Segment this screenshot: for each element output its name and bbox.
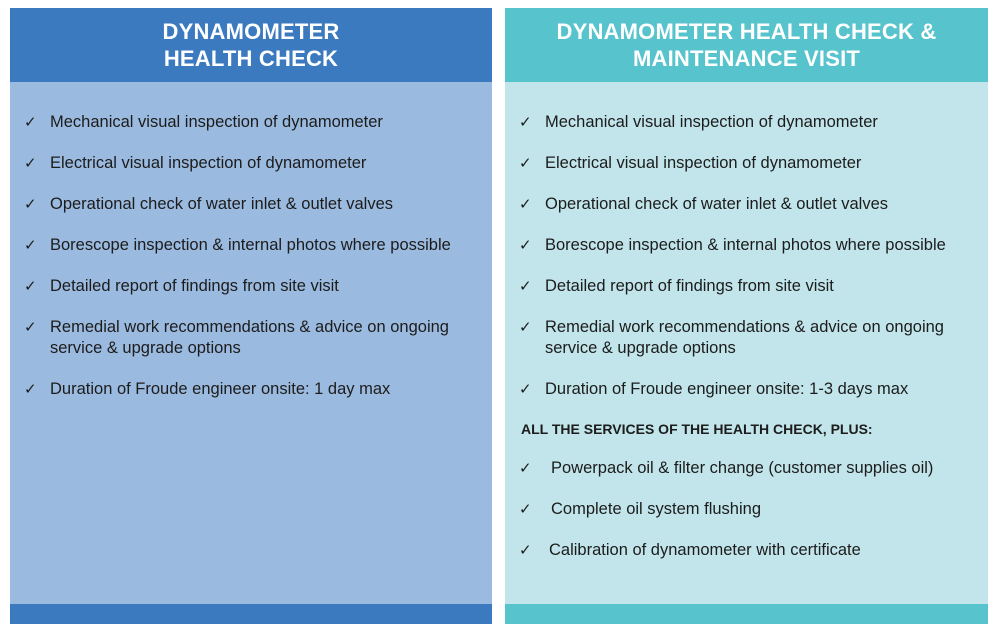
list-item-text: Electrical visual inspection of dynamometer xyxy=(50,154,367,172)
checkmark-icon: ✓ xyxy=(24,195,37,213)
list-item xyxy=(10,194,492,215)
checkmark-icon: ✓ xyxy=(519,318,532,336)
list-item-text: Duration of Froude engineer onsite: 1-3 days max xyxy=(545,380,909,398)
health-check-title-line2: HEALTH CHECK xyxy=(163,46,339,71)
checkmark-icon: ✓ xyxy=(519,380,532,398)
checkmark-icon: ✓ xyxy=(519,236,532,254)
checkmark-icon: ✓ xyxy=(24,380,37,398)
checkmark-icon: ✓ xyxy=(24,113,37,131)
maintenance-visit-header xyxy=(505,8,988,82)
maintenance-visit-panel xyxy=(505,8,988,624)
checkmark-icon: ✓ xyxy=(24,236,37,254)
list-item-text: Borescope inspection & internal photos where possible xyxy=(50,236,451,254)
list-item xyxy=(10,153,492,174)
list-item xyxy=(505,458,988,479)
list-item xyxy=(10,317,492,359)
checkmark-icon: ✓ xyxy=(519,277,532,295)
maintenance-visit-list xyxy=(505,112,988,581)
list-item-text: Electrical visual inspection of dynamometer xyxy=(545,154,862,172)
maintenance-visit-footer-bar xyxy=(505,604,988,624)
health-check-list xyxy=(10,112,492,420)
list-item-text: Powerpack oil & filter change (customer supplies oil) xyxy=(551,459,934,477)
health-check-panel xyxy=(10,8,492,624)
list-item-text: Detailed report of findings from site visit xyxy=(545,277,834,295)
checkmark-icon: ✓ xyxy=(24,318,37,336)
list-item-text: Operational check of water inlet & outlet valves xyxy=(545,195,889,213)
checkmark-icon: ✓ xyxy=(519,195,532,213)
list-item-text: Mechanical visual inspection of dynamometer xyxy=(50,113,383,131)
list-item-text: Duration of Froude engineer onsite: 1 day max xyxy=(50,380,391,398)
list-item-text: Complete oil system flushing xyxy=(551,500,762,518)
checkmark-icon: ✓ xyxy=(519,113,532,131)
list-item xyxy=(505,540,988,561)
checkmark-icon: ✓ xyxy=(519,541,532,559)
checkmark-icon: ✓ xyxy=(519,154,532,172)
list-item xyxy=(10,235,492,256)
list-item xyxy=(505,112,988,133)
list-item-text: Remedial work recommendations & advice on ongoing service & upgrade options xyxy=(50,318,449,357)
list-item xyxy=(505,153,988,174)
list-item xyxy=(505,317,988,359)
list-item xyxy=(505,499,988,520)
list-item xyxy=(505,194,988,215)
list-item-text: Remedial work recommendations & advice on ongoing service & upgrade options xyxy=(545,318,944,357)
list-item-text: Borescope inspection & internal photos where possible xyxy=(545,236,946,254)
maintenance-visit-title-line2: MAINTENANCE VISIT xyxy=(632,46,861,71)
list-item xyxy=(505,276,988,297)
list-item xyxy=(505,235,988,256)
list-item xyxy=(10,276,492,297)
list-item xyxy=(505,379,988,400)
health-check-title-line1: DYNAMOMETER xyxy=(162,19,340,44)
health-check-header xyxy=(10,8,492,82)
plus-services-group xyxy=(505,458,988,561)
list-item-text: Mechanical visual inspection of dynamometer xyxy=(545,113,878,131)
list-item xyxy=(10,112,492,133)
checkmark-icon: ✓ xyxy=(519,459,532,477)
health-check-footer-bar xyxy=(10,604,492,624)
checkmark-icon: ✓ xyxy=(519,500,532,518)
checkmark-icon: ✓ xyxy=(24,277,37,295)
list-item-text: Operational check of water inlet & outlet valves xyxy=(50,195,394,213)
plus-services-heading: ALL THE SERVICES OF THE HEALTH CHECK, PLUS: xyxy=(521,421,873,437)
maintenance-visit-title-line1: DYNAMOMETER HEALTH CHECK & xyxy=(556,19,937,44)
list-item-text: Detailed report of findings from site visit xyxy=(50,277,339,295)
list-item xyxy=(10,379,492,400)
checkmark-icon: ✓ xyxy=(24,154,37,172)
list-item-text: Calibration of dynamometer with certificate xyxy=(549,541,861,559)
